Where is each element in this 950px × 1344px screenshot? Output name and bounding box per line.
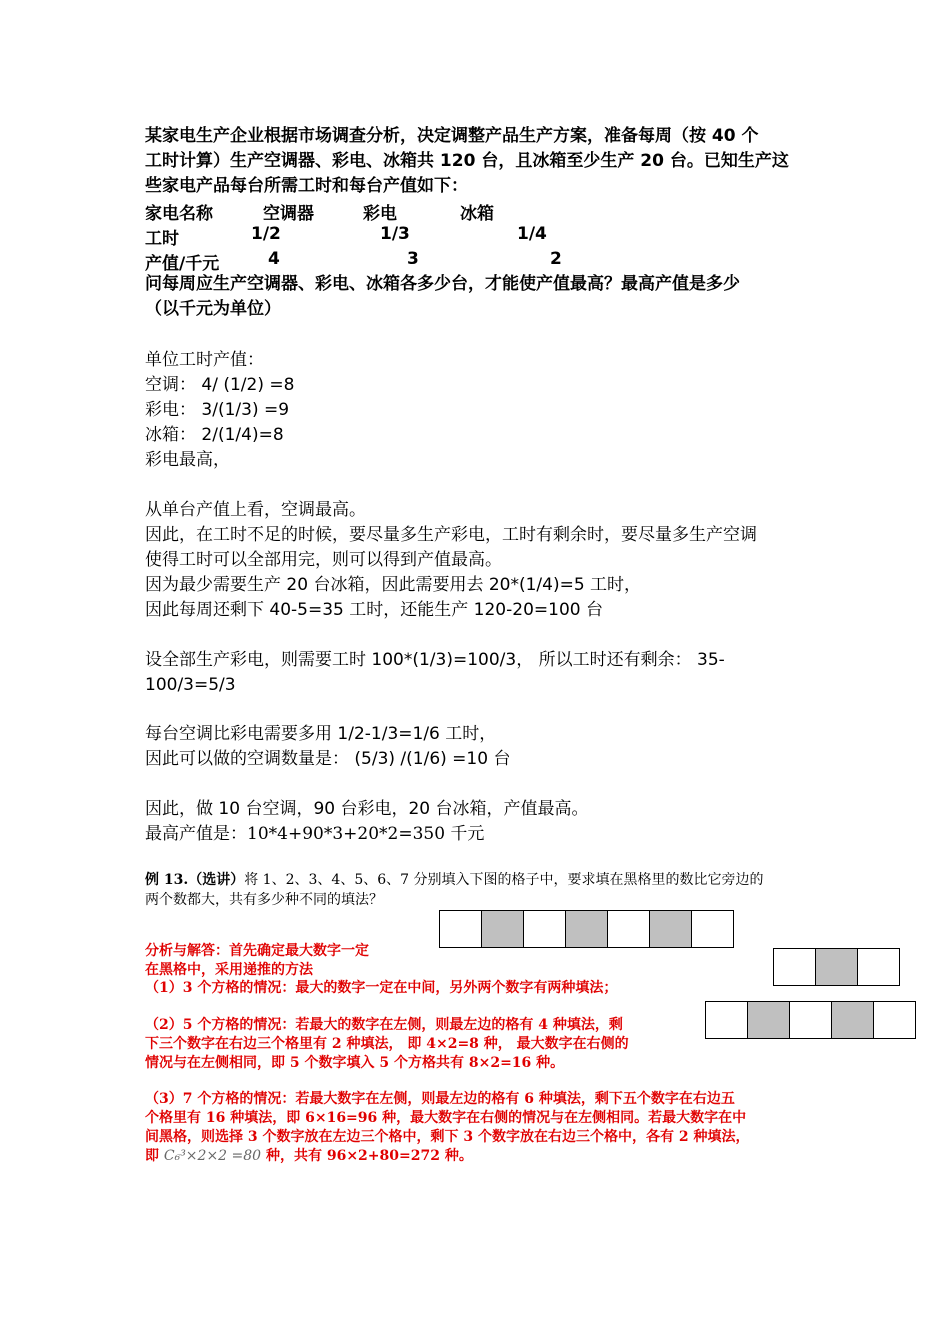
analysis-line: （2）5 个方格的情况：若最大的数字在左侧，则最左边的格有 4 种填法，剩 [145, 1017, 623, 1033]
analysis-line [145, 1147, 825, 1166]
grid-cell-black [650, 910, 692, 948]
grid-7-cells [439, 910, 734, 948]
problem-statement [145, 124, 815, 199]
solution-line: 彩电： 3/(1/3) =9 [145, 400, 290, 420]
table-cell: 彩电 [363, 204, 397, 224]
grid-cell-white [692, 910, 734, 948]
question-line: （以千元为单位） [145, 299, 281, 319]
grid-cell-white [774, 948, 816, 986]
grid-cell-black [566, 910, 608, 948]
grid-cell-white [524, 910, 566, 948]
analysis-line: 下三个数字在右边三个格里有 2 种填法， 即 4×2=8 种， 最大数字在右侧的 [145, 1036, 629, 1052]
table-cell: 工时 [145, 229, 179, 249]
problem-line: 些家电产品每台所需工时和每台产值如下： [145, 176, 468, 196]
solution-block-4 [145, 722, 825, 772]
table-cell: 家电名称 [145, 204, 213, 224]
solution-line: 因为最少需要生产 20 台冰箱，因此需要用去 20*(1/4)=5 工时， [145, 575, 642, 595]
question-line: 问每周应生产空调器、彩电、冰箱各多少台，才能使产值最高？最高产值是多少 [145, 274, 740, 294]
grid-cell-white [440, 910, 482, 948]
analysis-line: 分析与解答：首先确定最大数字一定 [145, 943, 369, 959]
solution-line: 冰箱： 2/(1/4)=8 [145, 425, 284, 445]
solution-line: 因此，在工时不足的时候，要尽量多生产彩电，工时有剩余时，要尽量多生产空调 [145, 525, 757, 545]
solution-line: 因此，做 10 台空调，90 台彩电，20 台冰箱，产值最高。 [145, 799, 589, 819]
analysis-line: 个格里有 16 种填法，即 6×16=96 种，最大数字在右侧的情况与在左侧相同。若最大数字在中 [145, 1110, 747, 1126]
grid-cell-white [790, 1001, 832, 1039]
grid-3-cells [773, 948, 900, 986]
analysis-line: 情况与在左侧相同，即 5 个数字填入 5 个方格共有 8×2=16 种。 [145, 1055, 565, 1071]
solution-line: 100/3=5/3 [145, 675, 236, 695]
grid-cell-white [608, 910, 650, 948]
grid-cell-black [482, 910, 524, 948]
grid-5-cells [705, 1001, 916, 1039]
table-header-row [145, 199, 745, 224]
table-cell: 1/4 [517, 224, 547, 244]
question [145, 272, 815, 322]
solution-line: 空调： 4/ (1/2) =8 [145, 375, 295, 395]
solution-line: 从单台产值上看，空调最高。 [145, 500, 366, 520]
grid-cell-white [874, 1001, 916, 1039]
solution-line: 使得工时可以全部用完，则可以得到产值最高。 [145, 550, 502, 570]
example-text: 两个数都大，共有多少种不同的填法？ [145, 892, 383, 908]
solution-line: 单位工时产值： [145, 350, 264, 370]
combination-formula: C₆³×2×2 =80 [163, 1148, 262, 1164]
solution-line: 彩电最高， [145, 450, 230, 470]
table-cell: 4 [268, 249, 280, 269]
grid-cell-white [706, 1001, 748, 1039]
table-row-hours [145, 224, 745, 249]
analysis-intro [145, 942, 445, 980]
grid-cell-black [748, 1001, 790, 1039]
example-13 [145, 870, 815, 910]
table-row-value [145, 249, 745, 274]
table-cell: 1/2 [251, 224, 281, 244]
table-cell: 冰箱 [460, 204, 494, 224]
table-cell: 产值/千元 [145, 254, 220, 274]
solution-line: 因此每周还剩下 40-5=35 工时，还能生产 120-20=100 台 [145, 600, 603, 620]
solution-line: 最高产值是：10*4+90*3+20*2=350 千元 [145, 824, 485, 844]
table-cell: 1/3 [380, 224, 410, 244]
solution-block-5 [145, 797, 825, 847]
example-text: 将 1、2、3、4、5、6、7 分别填入下图的格子中，要求填在黑格里的数比它旁边的 [244, 872, 764, 888]
grid-cell-white [858, 948, 900, 986]
analysis-line: （3）7 个方格的情况：若最大数字在左侧，则最左边的格有 6 种填法，剩下五个数字在右边五 [145, 1091, 735, 1107]
solution-block-1 [145, 348, 825, 473]
problem-line: 某家电生产企业根据市场调查分析，决定调整产品生产方案，准备每周（按 40 个 [145, 126, 759, 146]
grid-cell-black [816, 948, 858, 986]
analysis-case-1: （1）3 个方格的情况：最大的数字一定在中间，另外两个数字有两种填法； [145, 980, 618, 996]
solution-line: 设全部生产彩电，则需要工时 100*(1/3)=100/3， 所以工时还有剩余： 35- [145, 650, 725, 670]
solution-line: 因此可以做的空调数量是： (5/3) /(1/6) =10 台 [145, 749, 511, 769]
example-label: 例 13.（选讲） [145, 872, 245, 888]
table-cell: 2 [550, 249, 562, 269]
table-cell: 空调器 [263, 204, 314, 224]
grid-cell-black [832, 1001, 874, 1039]
solution-block-2 [145, 498, 825, 623]
table-cell: 3 [407, 249, 419, 269]
solution-block-3 [145, 648, 825, 698]
analysis-case-3 [145, 1090, 825, 1166]
analysis-text: 即 [145, 1148, 159, 1164]
analysis-line: 间黑格，则选择 3 个数字放在左边三个格中，剩下 3 个数字放在右边三个格中，各有 2 种填法， [145, 1129, 750, 1145]
analysis-text: 种，共有 96×2+80=272 种。 [265, 1148, 473, 1164]
analysis-line: 在黑格中，采用递推的方法 [145, 962, 313, 978]
analysis-case-2 [145, 1016, 705, 1073]
solution-line: 每台空调比彩电需要多用 1/2-1/3=1/6 工时， [145, 724, 497, 744]
problem-line: 工时计算）生产空调器、彩电、冰箱共 120 台，且冰箱至少生产 20 台。已知生产这 [145, 151, 789, 171]
